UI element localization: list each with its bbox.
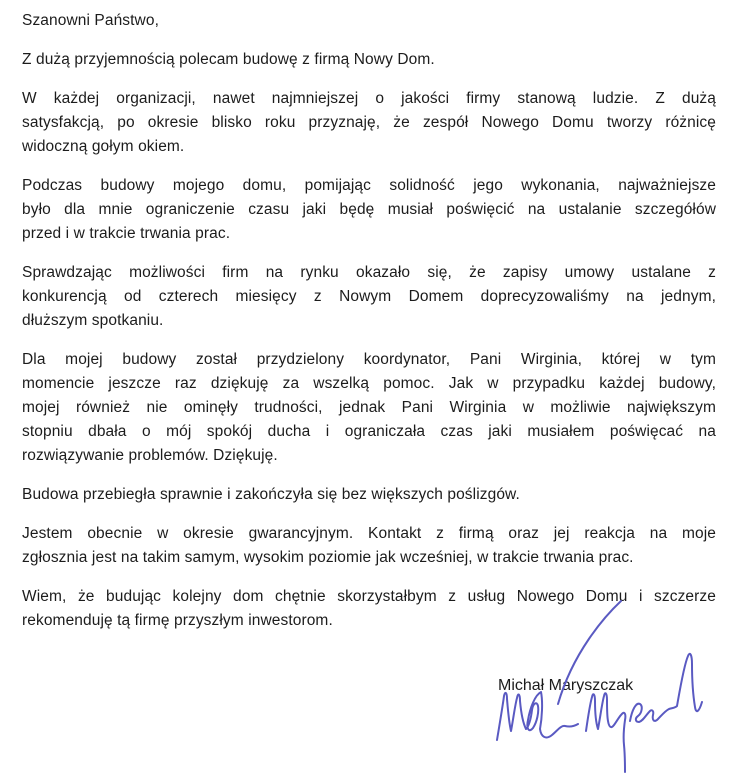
paragraph-8: [22, 585, 716, 633]
paragraph-4: [22, 261, 716, 333]
letter-line: W każdej organizacji, nawet najmniejszej o jakości firmy stanową ludzie. Z dużą: [22, 90, 716, 107]
letter-line: satysfakcją, po okresie blisko roku przyznaję, że zespół Nowego Domu tworzy różnicę: [22, 114, 716, 131]
salutation: [22, 9, 716, 33]
paragraph-5: [22, 348, 716, 468]
letter-line: stopniu dbała o mój spokój ducha i ograniczała czas jaki musiałem poświęcać na: [22, 423, 716, 440]
letter-line: było dla mnie ograniczenie czasu jaki będę musiał poświęcić na ustalanie szczegółów: [22, 201, 716, 218]
letter-line: Sprawdzając możliwości firm na rynku okazało się, że zapisy umowy ustalane z: [22, 264, 716, 281]
letter-line: konkurencją od czterech miesięcy z Nowym Domem doprecyzowaliśmy na jednym,: [22, 288, 716, 305]
letter-line: mojej również nie ominęły trudności, jednak Pani Wirginia w możliwie największym: [22, 399, 716, 416]
letter-line: rozwiązywanie problemów. Dziękuję.: [22, 447, 278, 464]
letter-line: Podczas budowy mojego domu, pomijając solidność jego wykonania, najważniejsze: [22, 177, 716, 194]
salutation-line: Szanowni Państwo,: [22, 12, 159, 29]
paragraph-7: [22, 522, 716, 570]
paragraph-2: [22, 87, 716, 159]
paragraph-6: [22, 483, 716, 507]
letter-line: zgłosznia jest na takim samym, wysokim poziomie jak wcześniej, w trakcie trwania prac.: [22, 549, 634, 566]
letter-line: Dla mojej budowy został przydzielony koordynator, Pani Wirginia, której w tym: [22, 351, 716, 368]
letter-line: przed i w trakcie trwania prac.: [22, 225, 231, 242]
letter-line: rekomenduję tą firmę przyszłym inwestorom.: [22, 612, 333, 629]
letter-line: momencie jeszcze raz dziękuję za wszelką pomoc. Jak w przypadku każdej budowy,: [22, 375, 716, 392]
signature-printed-name: Michał Maryszczak: [498, 677, 634, 694]
letter-line: Jestem obecnie w okresie gwarancyjnym. Kontakt z firmą oraz jej reakcja na moje: [22, 525, 716, 542]
letter-line: widoczną gołym okiem.: [22, 138, 185, 155]
paragraph-3: [22, 174, 716, 246]
letter-line: Wiem, że budując kolejny dom chętnie skorzystałbym z usług Nowego Domu i szczerze: [22, 588, 716, 605]
letter-line: dłuższym spotkaniu.: [22, 312, 164, 329]
letter-body: [22, 9, 716, 648]
paragraph-1: [22, 48, 716, 72]
letter-line: Z dużą przyjemnością polecam budowę z firmą Nowy Dom.: [22, 51, 435, 68]
letter-line: Budowa przebiegła sprawnie i zakończyła się bez większych poślizgów.: [22, 486, 520, 503]
